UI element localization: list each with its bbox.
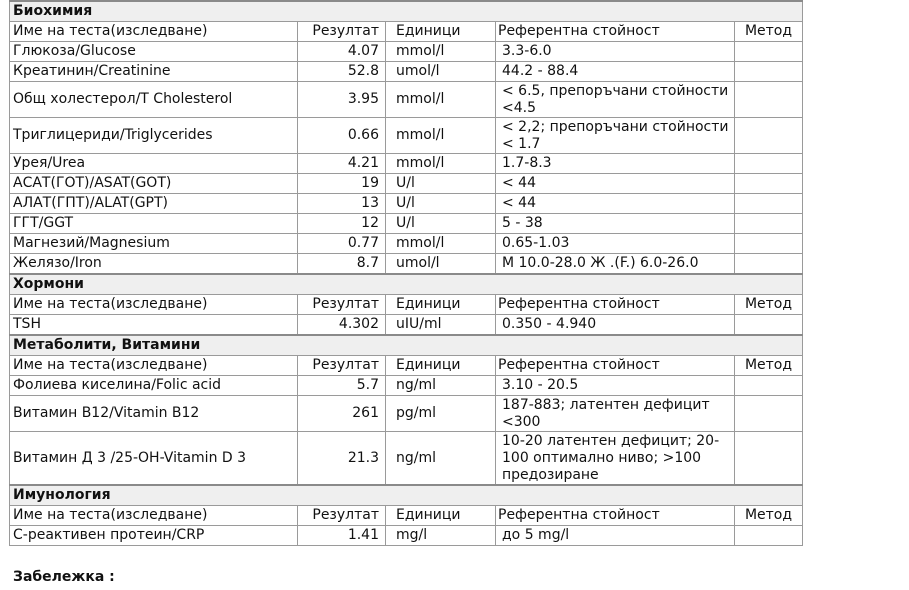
section-title: Биохимия	[10, 1, 803, 22]
method-value	[735, 526, 803, 546]
reference-value: 3.3-6.0	[496, 42, 735, 62]
header-result: Резултат	[298, 22, 386, 42]
unit-value: U/l	[386, 214, 496, 234]
unit-value: ng/ml	[386, 432, 496, 486]
result-value: 4.21	[298, 154, 386, 174]
test-name: Витамин В12/Vitamin B12	[10, 396, 298, 432]
test-name: АЛАТ(ГПТ)/ALAT(GPT)	[10, 194, 298, 214]
result-value: 1.41	[298, 526, 386, 546]
header-method: Метод	[735, 356, 803, 376]
reference-value: < 44	[496, 174, 735, 194]
table-row	[10, 174, 803, 194]
note-text-cut-off	[13, 586, 333, 590]
result-value: 0.77	[298, 234, 386, 254]
reference-value: 3.10 - 20.5	[496, 376, 735, 396]
method-value	[735, 396, 803, 432]
header-test-name: Име на теста(изследване)	[10, 22, 298, 42]
result-value: 4.07	[298, 42, 386, 62]
table-row	[10, 432, 803, 486]
reference-value: 1.7-8.3	[496, 154, 735, 174]
test-name: Желязо/Iron	[10, 254, 298, 275]
test-name: Фолиева киселина/Folic acid	[10, 376, 298, 396]
lab-results-sheet	[9, 0, 802, 546]
header-result: Резултат	[298, 506, 386, 526]
result-value: 5.7	[298, 376, 386, 396]
lab-results-table	[9, 0, 803, 546]
header-result: Резултат	[298, 356, 386, 376]
table-row	[10, 194, 803, 214]
table-row	[10, 234, 803, 254]
header-method: Метод	[735, 506, 803, 526]
unit-value: mg/l	[386, 526, 496, 546]
table-row	[10, 118, 803, 154]
test-name: ГГТ/GGT	[10, 214, 298, 234]
section-header	[10, 335, 803, 356]
column-headers	[10, 356, 803, 376]
result-value: 3.95	[298, 82, 386, 118]
unit-value: U/l	[386, 194, 496, 214]
method-value	[735, 42, 803, 62]
method-value	[735, 315, 803, 336]
table-row	[10, 82, 803, 118]
unit-value: uIU/ml	[386, 315, 496, 336]
table-row	[10, 42, 803, 62]
method-value	[735, 174, 803, 194]
result-value: 12	[298, 214, 386, 234]
unit-value: U/l	[386, 174, 496, 194]
section-header	[10, 1, 803, 22]
result-value: 52.8	[298, 62, 386, 82]
reference-value: 10-20 латентен дефицит; 20-100 оптимално ниво; >100 предозиране	[496, 432, 735, 486]
method-value	[735, 82, 803, 118]
table-row	[10, 214, 803, 234]
reference-value: 0.65-1.03	[496, 234, 735, 254]
test-name: TSH	[10, 315, 298, 336]
unit-value: mmol/l	[386, 82, 496, 118]
table-row	[10, 315, 803, 336]
column-headers	[10, 295, 803, 315]
header-units: Единици	[386, 22, 496, 42]
unit-value: umol/l	[386, 254, 496, 275]
section-title: Метаболити, Витамини	[10, 335, 803, 356]
test-name: Триглицериди/Triglycerides	[10, 118, 298, 154]
reference-value: < 2,2; препоръчани стойности < 1.7	[496, 118, 735, 154]
method-value	[735, 214, 803, 234]
result-value: 21.3	[298, 432, 386, 486]
header-reference: Референтна стойност	[496, 295, 735, 315]
table-row	[10, 396, 803, 432]
result-value: 19	[298, 174, 386, 194]
header-reference: Референтна стойност	[496, 506, 735, 526]
test-name: Магнезий/Magnesium	[10, 234, 298, 254]
note-label: Забележка :	[13, 569, 115, 585]
unit-value: mmol/l	[386, 118, 496, 154]
reference-value: 187-883; латентен дефицит <300	[496, 396, 735, 432]
method-value	[735, 62, 803, 82]
table-row	[10, 376, 803, 396]
column-headers	[10, 22, 803, 42]
header-test-name: Име на теста(изследване)	[10, 295, 298, 315]
unit-value: umol/l	[386, 62, 496, 82]
column-headers	[10, 506, 803, 526]
header-units: Единици	[386, 295, 496, 315]
test-name: Витамин Д 3 /25-OH-Vitamin D 3	[10, 432, 298, 486]
section-title: Хормони	[10, 274, 803, 295]
header-units: Единици	[386, 506, 496, 526]
result-value: 4.302	[298, 315, 386, 336]
table-row	[10, 526, 803, 546]
unit-value: pg/ml	[386, 396, 496, 432]
method-value	[735, 376, 803, 396]
header-method: Метод	[735, 295, 803, 315]
method-value	[735, 432, 803, 486]
method-value	[735, 194, 803, 214]
reference-value: до 5 mg/l	[496, 526, 735, 546]
section-title: Имунология	[10, 485, 803, 506]
header-test-name: Име на теста(изследване)	[10, 356, 298, 376]
header-units: Единици	[386, 356, 496, 376]
table-row	[10, 254, 803, 275]
table-row	[10, 154, 803, 174]
header-test-name: Име на теста(изследване)	[10, 506, 298, 526]
header-result: Резултат	[298, 295, 386, 315]
table-row	[10, 62, 803, 82]
method-value	[735, 154, 803, 174]
result-value: 261	[298, 396, 386, 432]
method-value	[735, 234, 803, 254]
reference-value: М 10.0-28.0 Ж .(F.) 6.0-26.0	[496, 254, 735, 275]
test-name: Креатинин/Creatinine	[10, 62, 298, 82]
reference-value: 5 - 38	[496, 214, 735, 234]
section-header	[10, 274, 803, 295]
reference-value: < 6.5, препоръчани стойности <4.5	[496, 82, 735, 118]
result-value: 8.7	[298, 254, 386, 275]
unit-value: mmol/l	[386, 154, 496, 174]
reference-value: 44.2 - 88.4	[496, 62, 735, 82]
test-name: АСАТ(ГОТ)/ASAT(GOT)	[10, 174, 298, 194]
header-method: Метод	[735, 22, 803, 42]
reference-value: < 44	[496, 194, 735, 214]
unit-value: ng/ml	[386, 376, 496, 396]
unit-value: mmol/l	[386, 42, 496, 62]
method-value	[735, 254, 803, 275]
result-value: 0.66	[298, 118, 386, 154]
test-name: Общ холестерол/T Cholesterol	[10, 82, 298, 118]
result-value: 13	[298, 194, 386, 214]
unit-value: mmol/l	[386, 234, 496, 254]
test-name: Глюкоза/Glucose	[10, 42, 298, 62]
header-reference: Референтна стойност	[496, 356, 735, 376]
test-name: Урея/Urea	[10, 154, 298, 174]
method-value	[735, 118, 803, 154]
reference-value: 0.350 - 4.940	[496, 315, 735, 336]
header-reference: Референтна стойност	[496, 22, 735, 42]
section-header	[10, 485, 803, 506]
test-name: С-реактивен протеин/CRP	[10, 526, 298, 546]
